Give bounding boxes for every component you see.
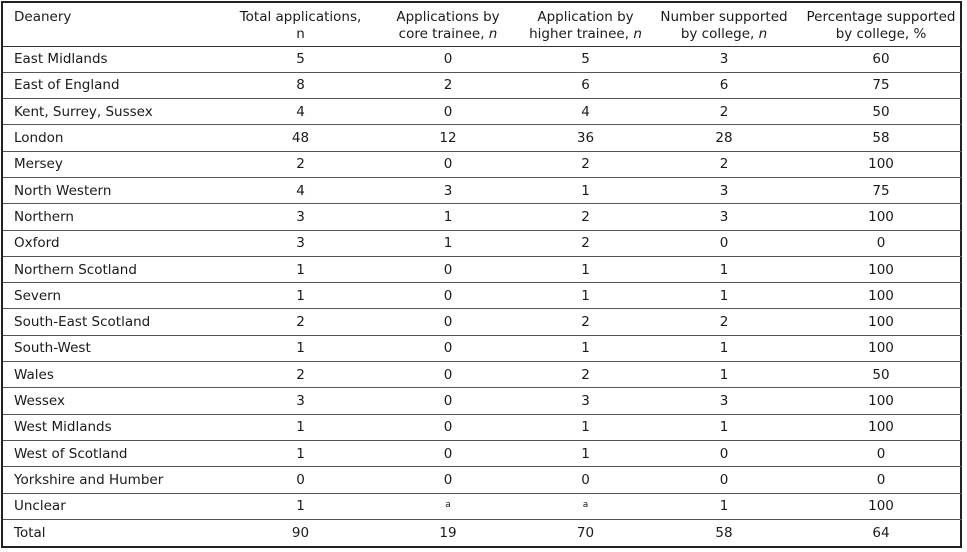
- number-supported-cell: 1: [719, 498, 729, 515]
- header-subline: higher trainee, n: [529, 26, 642, 42]
- deanery-cell: Northern: [14, 208, 74, 225]
- number-supported-cell: 3: [719, 51, 729, 68]
- higher-trainee-cell: 1: [581, 287, 590, 304]
- total-applications-cell: 1: [296, 419, 305, 436]
- total-applications-cell: 1: [296, 340, 305, 357]
- table-row: [3, 414, 962, 440]
- total-applications-cell: 1: [296, 287, 305, 304]
- table-header: [3, 3, 962, 46]
- higher-trainee-cell: 3: [581, 393, 590, 409]
- total-applications-cell: 5: [296, 51, 305, 68]
- percentage-supported-cell: 100: [868, 393, 894, 409]
- number-supported-cell: 3: [719, 182, 729, 199]
- total-row: [3, 519, 962, 545]
- deanery-cell: Kent, Surrey, Sussex: [14, 103, 153, 120]
- higher-trainee-cell: 36: [576, 130, 595, 147]
- core-trainee-cell: 12: [439, 130, 457, 147]
- total-applications-cell: 0: [296, 471, 305, 488]
- deanery-cell: Wales: [14, 366, 54, 383]
- core-trainee-cell: [373, 493, 523, 519]
- footnote-marker: a: [582, 499, 589, 510]
- number-supported-cell: 1: [719, 261, 729, 278]
- deanery-cell: South-West: [14, 340, 91, 357]
- number-supported-cell: 28: [715, 130, 733, 147]
- core-trainee-cell: 0: [443, 340, 453, 357]
- percentage-supported-cell: 0: [876, 235, 886, 252]
- higher-trainee-cell: 1: [581, 261, 590, 278]
- table-row: [3, 335, 962, 361]
- percentage-supported-cell: 0: [876, 445, 886, 462]
- core-trainee-cell: 0: [443, 393, 453, 409]
- core-trainee-cell: 3: [443, 182, 453, 199]
- table-row: [3, 440, 962, 466]
- percentage-supported-cell: 64: [872, 524, 890, 541]
- number-supported-cell: 1: [719, 287, 729, 304]
- deanery-cell: Yorkshire and Humber: [14, 471, 164, 488]
- deanery-cell: North Western: [14, 182, 112, 199]
- table-row: [3, 309, 962, 335]
- header-subline: core trainee, n: [398, 26, 498, 42]
- core-trainee-cell: 0: [443, 314, 453, 331]
- deanery-cell: Oxford: [14, 235, 60, 252]
- higher-trainee-cell: 1: [581, 445, 590, 462]
- number-supported-cell: 1: [719, 366, 729, 383]
- header-percentage-supported: Percentage supported by college, %: [806, 9, 956, 42]
- header-subline: by college, n: [680, 26, 768, 42]
- table-row: [3, 230, 962, 256]
- core-trainee-cell: 0: [443, 287, 453, 304]
- number-supported-cell: 1: [719, 340, 729, 357]
- higher-trainee-cell: 70: [576, 524, 595, 541]
- percentage-supported-cell: 100: [868, 208, 894, 225]
- table-row: [3, 72, 962, 98]
- total-applications-cell: 3: [296, 393, 305, 409]
- deanery-cell: West of Scotland: [14, 445, 128, 462]
- deanery-cell: Wessex: [14, 393, 65, 409]
- total-applications-cell: 4: [296, 103, 305, 120]
- higher-trainee-cell: [523, 493, 648, 519]
- core-trainee-cell: 1: [443, 235, 453, 252]
- percentage-supported-cell: 60: [872, 51, 890, 68]
- number-supported-cell: 3: [719, 393, 729, 409]
- table-row: [3, 283, 962, 309]
- table-row: [3, 256, 962, 282]
- core-trainee-cell: 0: [443, 366, 453, 383]
- total-applications-cell: 48: [291, 130, 310, 147]
- total-applications-cell: 8: [296, 77, 305, 94]
- total-applications-cell: 90: [291, 524, 310, 541]
- number-supported-cell: 2: [719, 156, 729, 173]
- core-trainee-cell: 19: [439, 524, 457, 541]
- core-trainee-cell: 0: [443, 51, 453, 68]
- number-supported-cell: 2: [719, 314, 729, 331]
- deanery-cell: Mersey: [14, 156, 63, 173]
- table-body: [3, 46, 962, 546]
- percentage-supported-cell: 100: [868, 156, 894, 173]
- number-supported-cell: 58: [715, 524, 733, 541]
- higher-trainee-cell: 2: [581, 366, 590, 383]
- table-row: [3, 99, 962, 125]
- core-trainee-cell: 1: [443, 208, 453, 225]
- percentage-supported-cell: 100: [868, 340, 894, 357]
- deanery-cell: Total: [14, 524, 46, 541]
- header-number-supported: Number supported by college, n: [660, 9, 788, 42]
- higher-trainee-cell: 1: [581, 419, 590, 436]
- percentage-supported-cell: 100: [868, 261, 894, 278]
- number-supported-cell: 0: [719, 235, 729, 252]
- deanery-cell: East Midlands: [14, 51, 108, 68]
- table-row: [3, 204, 962, 230]
- total-applications-cell: 2: [296, 156, 305, 173]
- table-row: [3, 177, 962, 203]
- deanery-cell: Severn: [14, 287, 62, 304]
- higher-trainee-cell: 5: [581, 51, 590, 68]
- percentage-supported-cell: 58: [872, 130, 890, 147]
- table-frame: [1, 1, 962, 548]
- total-applications-cell: 3: [296, 235, 305, 252]
- core-trainee-cell: 2: [443, 77, 453, 94]
- table-row: [3, 151, 962, 177]
- core-trainee-cell: 0: [443, 471, 453, 488]
- number-supported-cell: 6: [719, 77, 729, 94]
- header-higher-trainee: Application by higher trainee, n: [529, 9, 642, 42]
- higher-trainee-cell: 0: [581, 471, 590, 488]
- number-supported-cell: 1: [719, 419, 729, 436]
- core-trainee-cell: 0: [443, 156, 453, 173]
- deanery-cell: West Midlands: [14, 419, 112, 436]
- header-deanery: Deanery: [14, 9, 72, 25]
- percentage-supported-cell: 75: [872, 77, 890, 94]
- higher-trainee-cell: 2: [581, 156, 590, 173]
- header-row: [3, 3, 962, 46]
- higher-trainee-cell: 1: [581, 182, 590, 199]
- percentage-supported-cell: 100: [868, 419, 894, 436]
- percentage-supported-cell: 100: [868, 314, 894, 331]
- deanery-cell: Unclear: [14, 498, 66, 515]
- percentage-supported-cell: 50: [872, 366, 890, 383]
- total-applications-cell: 1: [296, 445, 305, 462]
- total-applications-cell: 2: [296, 314, 305, 331]
- core-trainee-cell: 0: [443, 103, 453, 120]
- table-row: [3, 362, 962, 388]
- table-row: [3, 125, 962, 151]
- percentage-supported-cell: 100: [868, 287, 894, 304]
- higher-trainee-cell: 4: [581, 103, 590, 120]
- table-row: [3, 467, 962, 493]
- total-applications-cell: 1: [296, 261, 305, 278]
- total-applications-cell: 1: [296, 498, 305, 515]
- table-row: [3, 46, 962, 72]
- deanery-cell: Northern Scotland: [14, 261, 137, 278]
- deanery-cell: East of England: [14, 77, 120, 94]
- footnote-marker: a: [445, 499, 451, 510]
- total-applications-cell: 3: [296, 208, 305, 225]
- percentage-supported-cell: 50: [872, 103, 890, 120]
- total-applications-cell: 2: [296, 366, 305, 383]
- core-trainee-cell: 0: [443, 419, 453, 436]
- higher-trainee-cell: 1: [581, 340, 590, 357]
- core-trainee-cell: 0: [443, 261, 453, 278]
- core-trainee-cell: 0: [443, 445, 453, 462]
- percentage-supported-cell: 0: [876, 471, 886, 488]
- table-row: [3, 388, 962, 414]
- number-supported-cell: 3: [719, 208, 729, 225]
- higher-trainee-cell: 2: [581, 208, 590, 225]
- percentage-supported-cell: 100: [868, 498, 894, 515]
- percentage-supported-cell: 75: [872, 182, 890, 199]
- deanery-cell: South-East Scotland: [14, 314, 151, 331]
- total-applications-cell: 4: [296, 182, 305, 199]
- number-supported-cell: 2: [719, 103, 729, 120]
- number-supported-cell: 0: [719, 445, 729, 462]
- deanery-cell: London: [14, 130, 64, 147]
- header-core-trainee: Applications by core trainee, n: [396, 9, 500, 42]
- number-supported-cell: 0: [719, 471, 729, 488]
- deanery-table: [3, 3, 962, 546]
- table-row: [3, 493, 962, 519]
- higher-trainee-cell: 2: [581, 314, 590, 331]
- header-total-applications: Total applications, n: [239, 9, 362, 42]
- higher-trainee-cell: 6: [581, 77, 590, 94]
- higher-trainee-cell: 2: [581, 235, 590, 252]
